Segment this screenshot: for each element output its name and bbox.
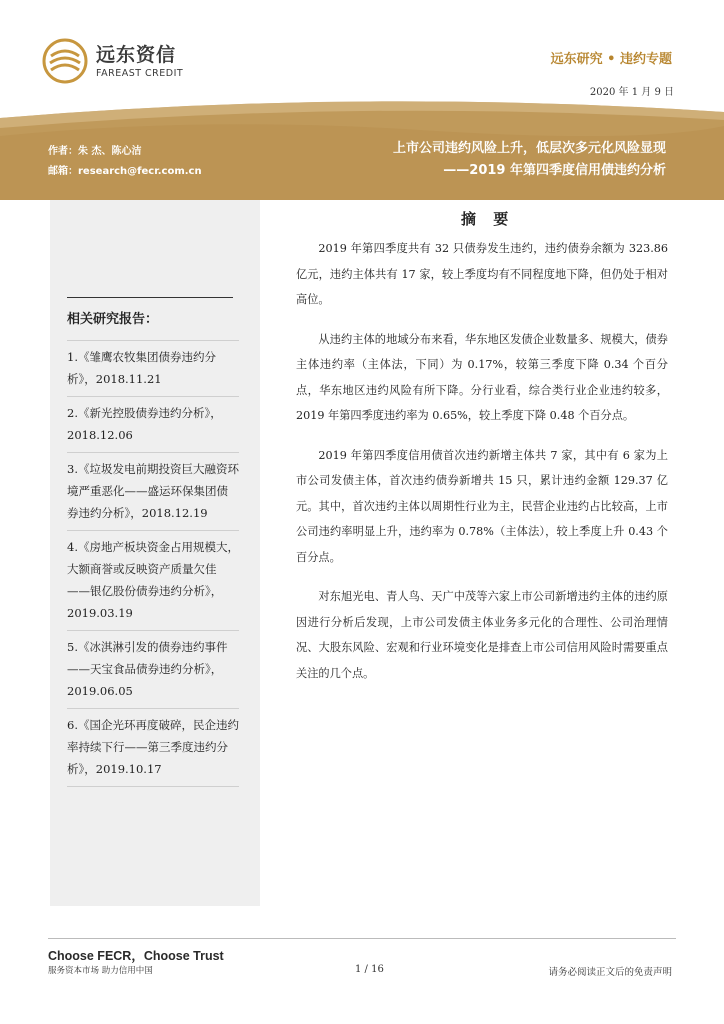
footer-slogan: Choose FECR，Choose Trust [48, 949, 224, 963]
company-logo [42, 38, 183, 84]
abstract-paragraph: 2019 年第四季度共有 32 只债券发生违约，违约债券余额为 323.86 亿元，违约主体共有 17 家，较上季度均有不同程度地下降，但仍处于相对高位。 [296, 242, 668, 306]
logo-chinese-name: 远东资信 [96, 43, 177, 66]
footer-divider [48, 938, 676, 939]
related-reports-sidebar [50, 200, 260, 906]
report-titles [393, 138, 666, 182]
logo-english-name: FAREAST CREDIT [96, 67, 184, 79]
related-report-item[interactable]: 1.《雏鹰农牧集团债券违约分析》，2018.11.21 [67, 340, 239, 397]
footer-disclaimer[interactable]: 请务必阅读正文后的免责声明 [548, 967, 672, 978]
report-title: 上市公司违约风险上升，低层次多元化风险显现 [392, 141, 666, 156]
report-subtitle: ——2019 年第四季度信用债违约分析 [443, 163, 666, 178]
email-line: 邮箱：research@fecr.com.cn [48, 166, 202, 177]
sidebar-divider [67, 297, 233, 298]
abstract-paragraph: 对东旭光电、青人鸟、天广中茂等六家上市公司新增违约主体的违约原因进行分析后发现，上市公司发债主体业务多元化的合理性、公司治理情况、大股东风险、宏观和行业环境变化是排查上市公司信用风险时需要重点关注的几个点。 [296, 590, 668, 680]
related-report-item[interactable]: 4.《房地产板块资金占用规模大，大额商誉或反映资产质量欠佳——银亿股份债券违约分析》，2019.03.19 [67, 531, 239, 631]
abstract-heading: 摘 要 [461, 210, 515, 228]
report-date: 2020 年 1 月 9 日 [589, 87, 674, 98]
report-series: 远东研究 • 违约专题 [550, 52, 672, 67]
author-info [48, 142, 202, 182]
author-line: 作者：朱 杰、陈心洁 [48, 146, 142, 157]
related-report-item[interactable]: 6.《国企光环再度破碎，民企违约率持续下行——第三季度违约分析》，2019.10.17 [67, 709, 239, 787]
sidebar-heading: 相关研究报告： [67, 312, 159, 327]
abstract-paragraph: 2019 年第四季度信用债首次违约新增主体共 7 家，其中有 6 家为上市公司发债主体，首次违约债券新增共 15 只，累计违约金额 129.37 亿元。其中，首次违约主体以周期性行业为主，民营企业违约占比较高，上市公司违约率明显上升，违约率为 0.78%（主体法），较上季度上升 0.43 个百分点。 [296, 448, 668, 564]
page-number: 1 / 16 [355, 964, 384, 975]
abstract-body [296, 236, 668, 700]
fareast-logo-icon [42, 38, 88, 84]
abstract-paragraph: 从违约主体的地域分布来看，华东地区发债企业数量多、规模大，债券主体违约率（主体法，下同）为 0.17%，较第三季度下降 0.34 个百分点，华东地区违约风险有所下降。分行业看，综合类行业企业违约较多，2019 年第四季度违约率为 0.65%，较上季度下降 0.48 个百分点。 [296, 332, 668, 422]
related-report-item[interactable]: 2.《新光控股债券违约分析》，2018.12.06 [67, 397, 239, 453]
footer-tagline: 服务资本市场 助力信用中国 [48, 966, 153, 976]
related-report-item[interactable]: 5.《冰淇淋引发的债券违约事件——天宝食品债券违约分析》，2019.06.05 [67, 631, 239, 709]
related-report-item[interactable]: 3.《垃圾发电前期投资巨大融资环境严重恶化——盛运环保集团债券违约分析》，2018.12.19 [67, 453, 239, 531]
related-reports-list [67, 340, 239, 787]
